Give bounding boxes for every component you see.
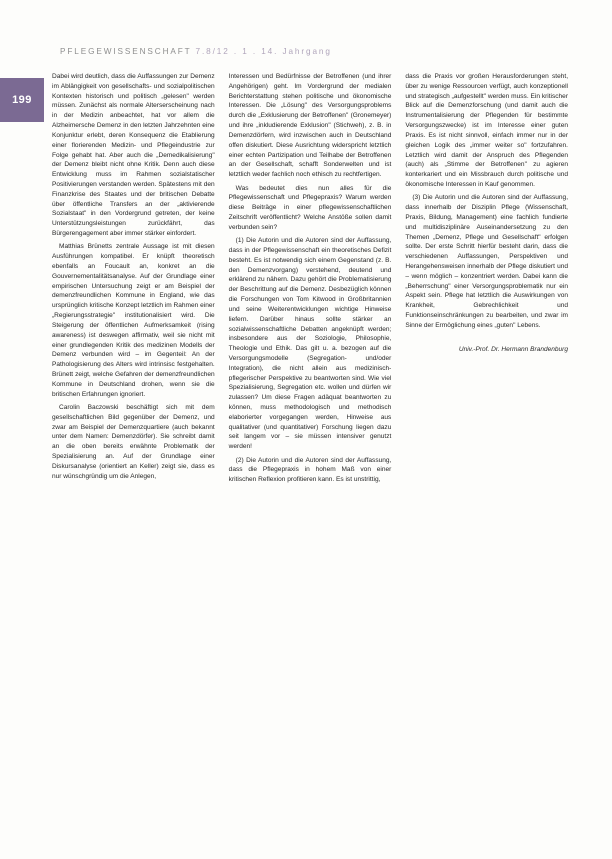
paragraph: Matthias Brünetts zentrale Aussage ist mit diesen Ausführungen kompatibel. Er knüpft theoretisch ebenfalls an Foucault an, konkret an die Gouvernementalitätsanalyse. Auf der Grundlage einer empirischen Untersuchung zeigt er am Beispiel der demenzfreundlichen Kommune in England, wie das ursprünglich kritische Konzept letztlich im Rahmen einer „Regierungsstrategie" institutionalisiert wird. Die Steigerung der öffentlichen Aufmerksamkeit (rising awareness) ist deswegen affirmativ, weil sie nicht mit einer grundlegenden Kritik des medizinen Modells der Demenz verbunden wird – im Gegenteil: An der Pathologisierung des Alters wird intrinsisc festgehalten. Brünett zeigt, welche Gefahren der demenzfreundlichen Kommune in Deutschland drohen, wenn sie die britischen Erfahrungen ignoriert. xyxy=(52,243,215,398)
column-2 xyxy=(229,72,392,835)
column-3 xyxy=(405,72,568,835)
page-number: 199 xyxy=(12,94,32,106)
text-columns xyxy=(52,72,568,835)
paragraph: (1) Die Autorin und die Autoren sind der Auffassung, dass in der Pflegewissenschaft ein theoretisches Defizit besteht. Es ist notwendig sich einem Gegenstand (z. B. den Demenzvorgang) verstehend, deutend und erklärend zu nähern. Dazu gehört die Problematisierung der Beschrittung auf die Demenz. Desbezüglich können die Forschungen von Tom Kitwood in Großbritannien und seine Weiterentwicklungen wichtige Hinweise liefern. Darüber hinaus sollte stärker an sozialwissenschaftliche Debatten angeknüpft werden; insbesondere aus der Soziologie, Philosophie, Theologie und Ethik. Das gilt u. a. bezogen auf die Versorgungsmodelle (Segregation- und/oder Integration), die nicht allein aus medizinisch-pflegerischer Perspektive zu beantworten sind. Wie viel Spezialisierung, Segregation etc. wollen und dürfen wir zulassen? Um diese Fragen adäquat beantworten zu können, muss methodologisch und methodisch elaborierter vorgegangen werden, Hinweise aus qualitativer (und quantitativer) Forschung liegen dazu seit langem vor – sie müssen intensiver genutzt werden! xyxy=(228,237,392,451)
paragraph: Dabei wird deutlich, dass die Auffassungen zur Demenz im Ablängigkeit von gesellschafts- und sozialpolitischen Kontexten historisch und politisch „gelesen" werden müssen. Zunächst als normale Alterserscheinung nach in der Medizin anbeachtet, hat vor allem die Alzheimersche Demenz in den letzten Jahrzehnten eine Konjunktur erlebt, deren Konsequenz die Etablierung einer florierenden Medizin- und Pflegeindustrie zur Folge gehabt hat. Aber auch die „Demedikalisierung" der Demenz bleibt nicht ohne Kritik. Denn auch diese Entwicklung muss im Rahmen sozialstatischer Positivierungen verstanden werden. Spätestens mit den Finanzkrise des Staates und der britischen Debatte über öffentliche Transfers an der „aktivierende Sozialstaat" in den Vordergrund getreten, der keine Unterstützungsleistungen zurückfährt, das Bürgerengagement aber immer stärker einfordert. xyxy=(52,73,215,237)
paragraph: Was bedeutet dies nun alles für die Pflegewissenschaft und Pflegepraxis? Warum werden diese Beiträge in einer pflegewissenschaftlichen Zeitschrift veröffentlicht? Welche Anstöße sollen damit verbunden sein? xyxy=(228,184,392,231)
paragraph: Carolin Baczowski beschäftigt sich mit dem gesellschaftlichen Bild gegenüber der Demenz, und zwar am Beispiel der Demenzquartiere (auch bekannt unter dem Namen: Demenzdörfer). Sie schreibt damit an die oben bereits erwähnte Problematik der Spezialisierung an. Auf der Grundlage einer Diskursanalyse (orientiert an Keller) zeigt sie, dass es nur wünschgründig um die Anlegen, xyxy=(52,404,215,480)
running-head-meta: 7.8/12 . 1 . 14. Jahrgang xyxy=(195,47,332,56)
running-head xyxy=(60,47,572,61)
page-number-tab xyxy=(0,78,44,122)
column-1 xyxy=(52,72,215,835)
running-head-title: PFLEGEWISSENSCHAFT xyxy=(60,47,192,56)
paragraph: dass die Praxis vor großen Herausforderungen steht, über zu wenige Ressourcen verfügt, auch konzeptionell und strategisch „aufgestellt" werden muss. Ein kritischer Blick auf die Demenzforschung (und damit auch die Instrumentalisierung der Pflegenden für bestimmte Versorgungszwecke) ist im Interesse einer guten Praxis. Es ist nicht sinnvoll, einfach immer nur in der gleichen Logik des „immer weiter so" fortzufahren. Letztlich wird damit der Anspruch des Pflegenden (auch) als „Stimme der Betroffenen" zu agieren konterkariert und ein Missbrauch durch politische und ökonomische Interessen in Kauf genommen. xyxy=(405,73,569,188)
paragraph: Interessen und Bedürfnisse der Betroffenen (und ihrer Angehörigen) geht. Im Vordergrund der medialen Berichterstattung stehen politische und ökonomische Interessen. Die „Lösung" des Versorgungsproblems durch die „Exklusierung der Betroffenen" (Gronemeyer) und ihre „inkludierende Exklusion" (Stichweh), z. B. in Demenzdörfern, wird inzwischen auch in Deutschland offen diskutiert. Diese Ausrichtung widerspricht letztlich einer echten Partizipation und Teilhabe der Betroffenen an der Gesellschaft, schafft Sonderwelten und ist letztlich weder fachlich noch ethisch zu rechtfertigen. xyxy=(228,73,392,179)
paragraph: (2) Die Autorin und die Autoren sind der Auffassung, dass die Pflegepraxis in hohem Maß von einer kritischen Reflexion profitieren kann. Es ist unstrittig, xyxy=(228,456,392,484)
author-signature: Univ.-Prof. Dr. Hermann Brandenburg xyxy=(458,345,569,353)
paragraph: (3) Die Autorin und die Autoren sind der Auffassung, dass innerhalb der Disziplin Pflege (Wissenschaft, Praxis, Bildung, Management) eine fachlich fundierte und multidisziplinäre Auseinandersetzung zu den Themen „Demenz, Pflege und Gesellschaft" erfolgen sollte. Der erste Schritt hierfür besteht darin, dass die verschiedenen Auffassungen, Perspektiven und Herangehensweisen innerhalb der Pflege diskutiert und – wenn möglich – konzentriert werden. Dabei kann die „Beherrschung" einer Versorgungsproblematik nur ein Aspekt sein. Pflege hat letztlich die Auswirkungen von Krankheit, Gebrechlichkeit und Funktionseinschränkungen zu bearbeiten, und zwar im Sinne der Ermöglichung eines „guten" Lebens. xyxy=(405,194,569,329)
